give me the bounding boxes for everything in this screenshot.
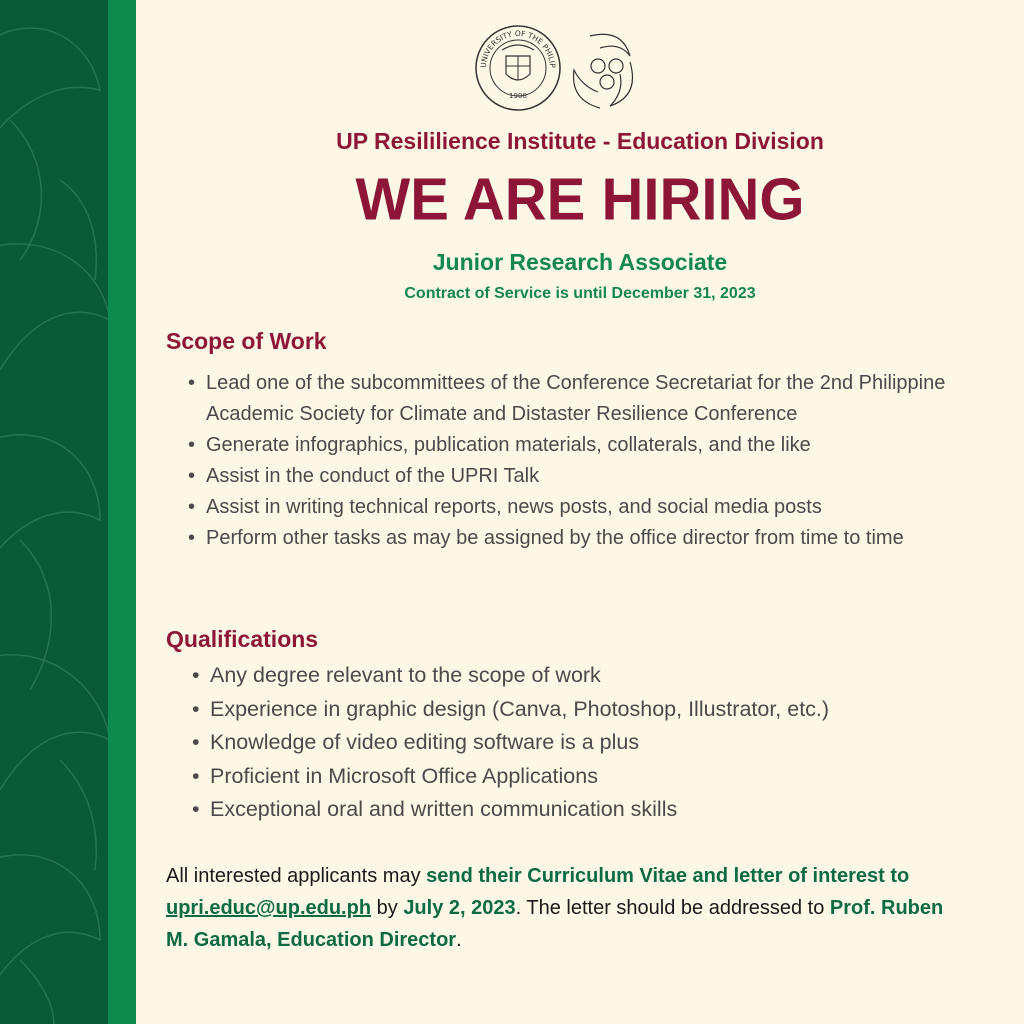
position-title: Junior Research Associate: [432, 249, 728, 275]
scope-list: [188, 368, 968, 554]
contract-note: Contract of Service is until December 31, 2023: [404, 285, 756, 302]
list-item: • Proficient in Microsoft Office Applications: [192, 760, 972, 794]
list-item: • Experience in graphic design (Canva, Photoshop, Illustrator, etc.): [192, 693, 972, 727]
organization-name: UP Resililience Institute - Education Division: [336, 128, 824, 154]
left-decorative-band: [0, 0, 108, 1024]
deadline-date: July 2, 2023: [403, 897, 516, 919]
email-link[interactable]: upri.educ@up.edu.ph: [166, 897, 372, 919]
list-item: • Generate infographics, publication materials, collaterals, and the like: [188, 430, 968, 461]
list-item: • Knowledge of video editing software is a plus: [192, 726, 972, 760]
list-item: • Assist in the conduct of the UPRI Talk: [188, 461, 968, 492]
list-item: • Any degree relevant to the scope of work: [192, 659, 972, 693]
footer-highlight: send their Curriculum Vitae and letter of interest to: [426, 865, 910, 887]
up-seal-icon: [472, 22, 642, 114]
footer-text: All interested applicants may: [166, 865, 427, 887]
poster-content: [136, 0, 1024, 1024]
headline: WE ARE HIRING: [355, 166, 805, 233]
list-item: • Assist in writing technical reports, news posts, and social media posts: [188, 492, 968, 523]
list-item: • Exceptional oral and written communication skills: [192, 793, 972, 827]
seal-text: UNIVERSITY OF THE PHILIP: [478, 28, 558, 69]
upri-logo-icon: [574, 34, 633, 108]
seal-year: 1908: [509, 92, 527, 100]
application-instructions: [166, 860, 966, 956]
footer-text: . The letter should be addressed to: [515, 897, 830, 919]
list-item: • Perform other tasks as may be assigned by the office director from time to time: [188, 523, 968, 554]
footer-text: by: [371, 897, 404, 919]
qualifications-title: Qualifications: [166, 626, 319, 652]
list-item: • Lead one of the subcommittees of the Conference Secretariat for the 2nd Philippine Academic Society for Climate and Distaster Resilience Conference: [188, 368, 968, 430]
green-stripe: [108, 0, 136, 1024]
leaf-pattern-icon: [0, 0, 108, 1024]
footer-text: .: [456, 929, 462, 951]
director-name: Prof. Ruben M. Gamala, Education Director: [166, 897, 944, 951]
scope-title: Scope of Work: [166, 328, 327, 354]
qualifications-list: [192, 659, 972, 827]
logos: [472, 22, 642, 114]
